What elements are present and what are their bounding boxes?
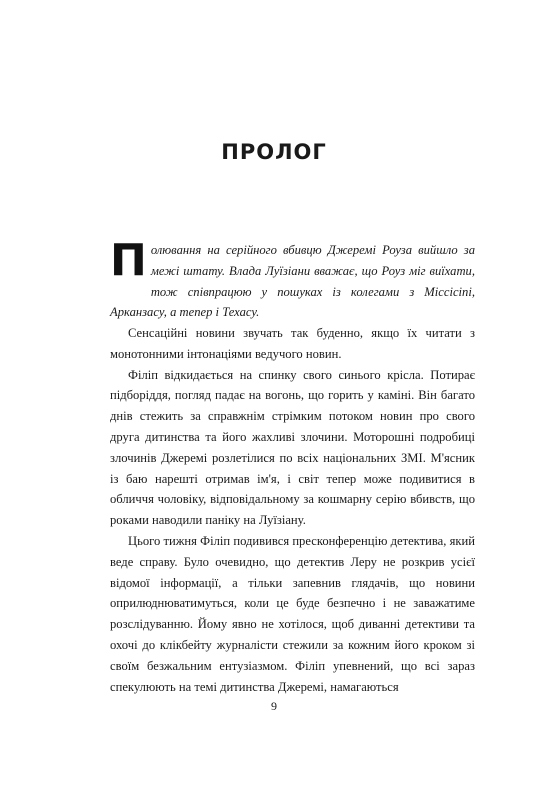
chapter-title: ПРОЛОГ <box>221 140 327 164</box>
intro-paragraph <box>110 235 475 323</box>
intro-text: олювання на серійного вбивцю Джеремі Роуза вийшло за межі штату. Влада Луїзіани вважає, що Роуз міг виїхати, тож співпрацюю у пошуках із колегами з Міссісіпі, Арканзасу, а тепер і Техасу. <box>110 243 475 320</box>
paragraph: Філіп відкидається на спинку свого синього крісла. Потирає підборіддя, погляд падає на вогонь, що горить у каміні. Він багато днів стежить за справжнім стрімким потоком новин про свого друга дитинства та його жахливі злочини. Моторошні подробиці злочинів Джеремі розлетілися по всіх національних ЗМІ. М'ясник із баю нарешті отримав ім'я, і світ тепер може подивитися в обличчя чоловіку, відповідальному за кошмарну серію вбивств, що роками наводили паніку на Луїзіану. <box>110 367 475 528</box>
body-text <box>110 323 475 697</box>
page-number: 9 <box>271 699 277 713</box>
paragraph: Цього тижня Філіп подивився пресконференцію детектива, який веде справу. Було очевидно, що детектив Леру не розкрив усієї відомої інформації, а тільки запевнив глядачів, що новини оприлюднюватимуться, коли це буде безпечно і не заважатиме розслідуванню. Йому явно не хотілося, щоб диванні детективи та охочі до клікбейту журналісти стежили за кожним його кроком зі своїм безжальним ентузіазмом. Філіп упевнений, що всі зараз спекулюють на темі дитинства Джеремі, намагаються <box>110 533 475 694</box>
drop-cap: П <box>110 235 147 286</box>
paragraph: Сенсаційні новини звучать так буденно, якщо їх читати з монотонними інтонаціями ведучого новин. <box>110 326 475 361</box>
